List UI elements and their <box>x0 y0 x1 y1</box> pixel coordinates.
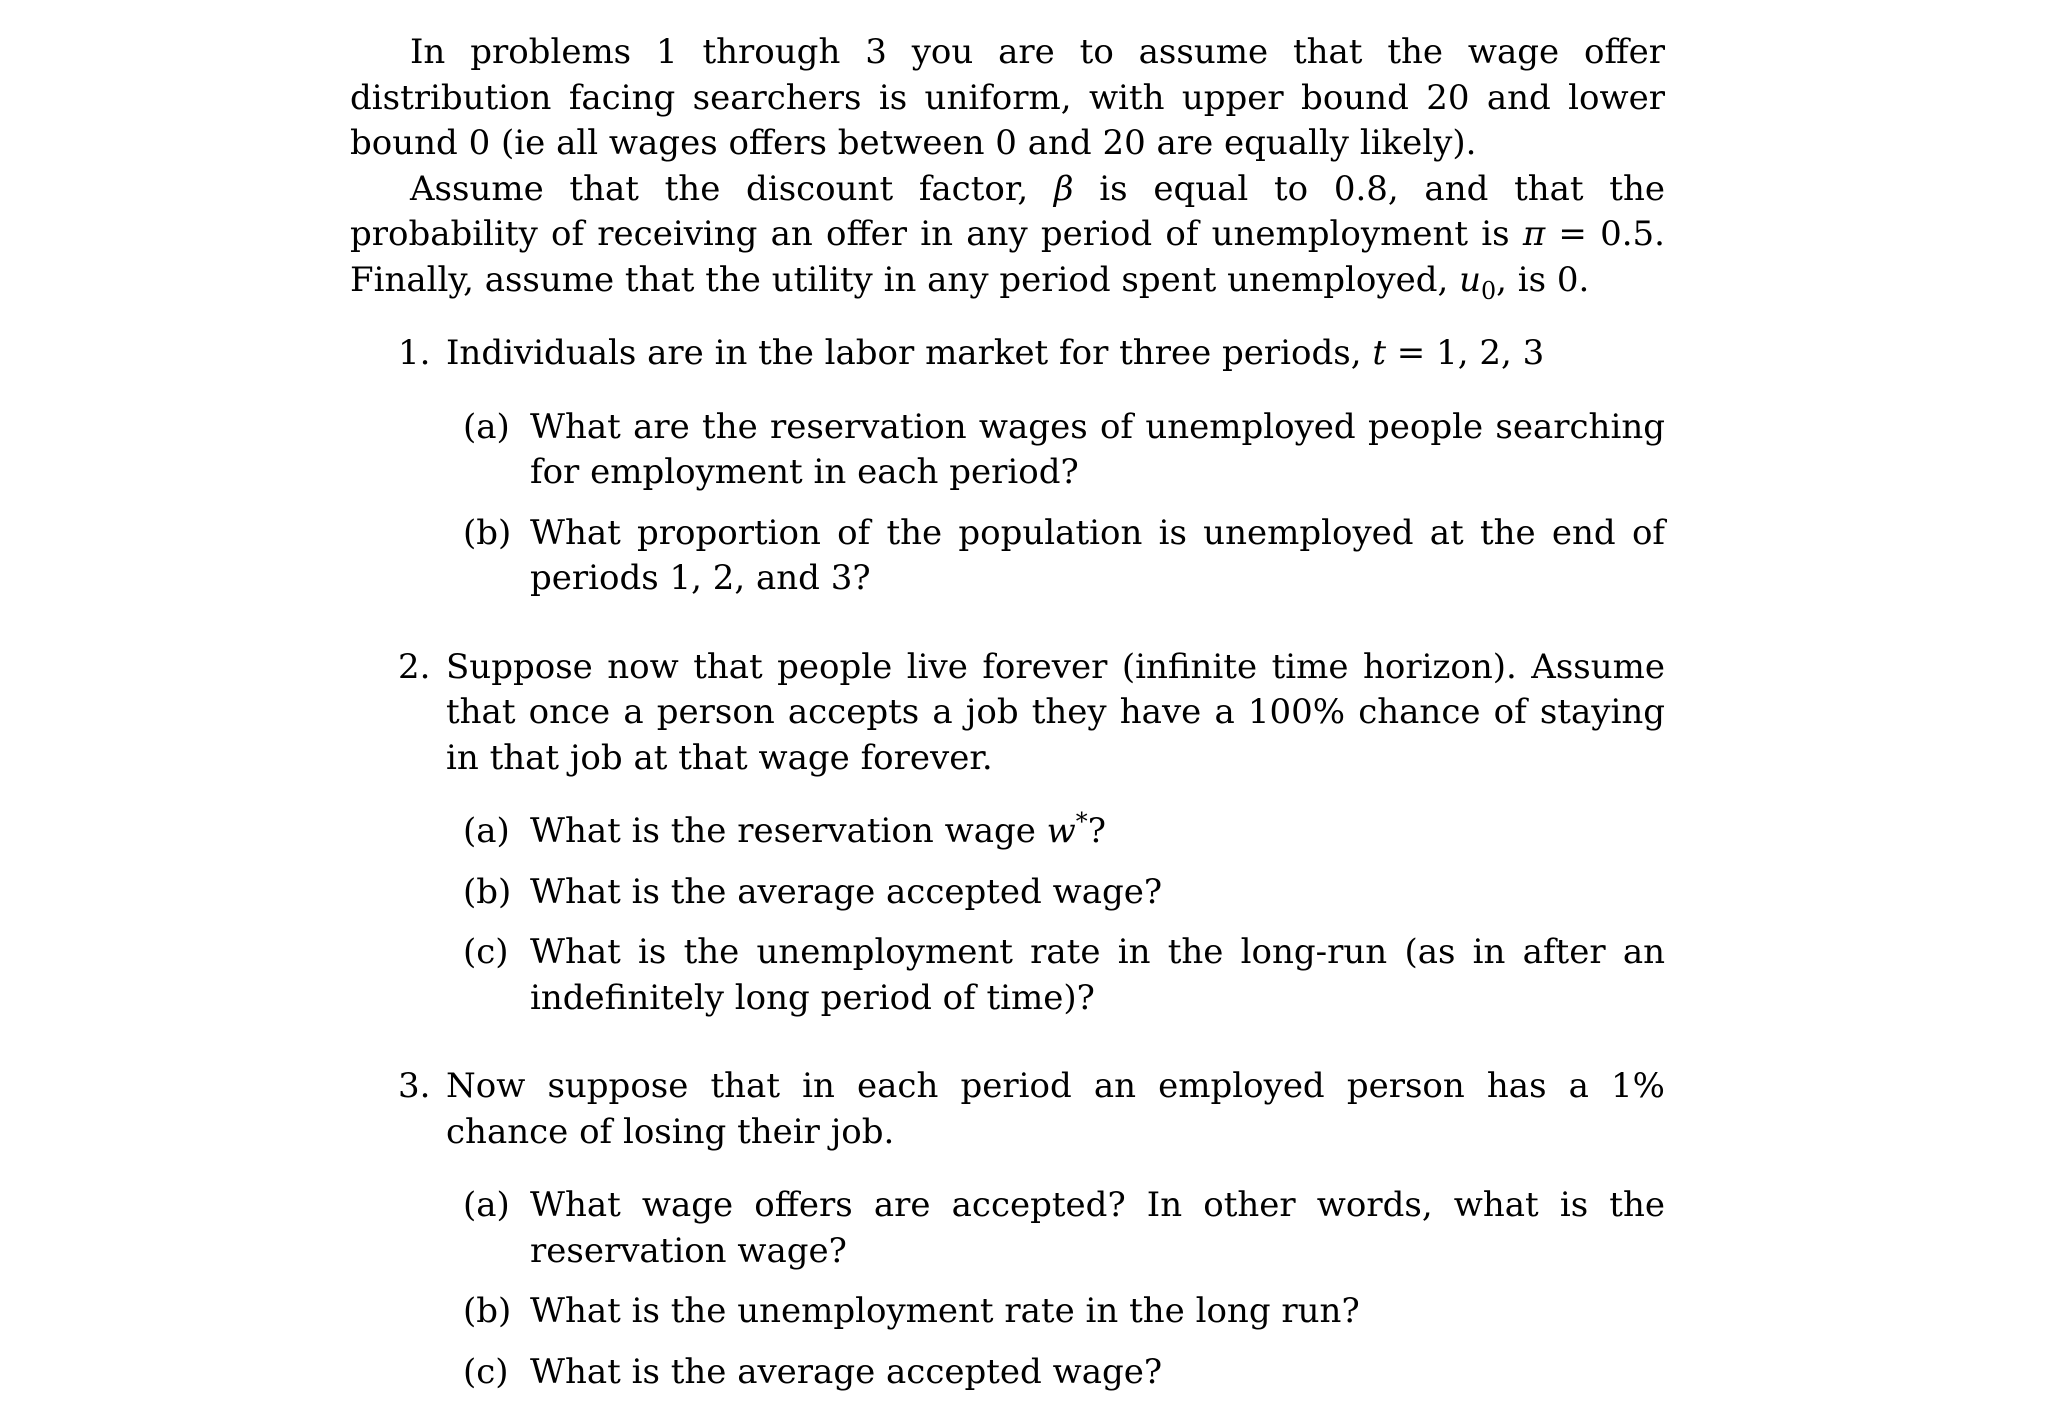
subquestion-label: (c) <box>463 932 509 972</box>
subquestion-label: (b) <box>463 871 512 912</box>
intro-text-segment: is equal to 0.8, and that the probability of receiving an offer in any period of unemployment is <box>350 168 1665 254</box>
problem-text-segment: Individuals are in the labor market for three periods, <box>446 333 1373 373</box>
subquestion-text-segment: What is the reservation wage <box>530 811 1047 851</box>
subquestion <box>463 807 1665 855</box>
subquestion-label: (a) <box>463 1185 510 1225</box>
subquestion-list <box>463 807 1665 1021</box>
subquestion-list <box>463 405 1665 602</box>
subquestion <box>463 1350 1665 1396</box>
intro-text-segment: Assume that the discount factor, <box>410 168 1054 209</box>
problem-3 <box>398 1064 1665 1395</box>
w-superscript: * <box>1075 807 1088 836</box>
u-subscript: 0 <box>1480 276 1497 305</box>
subquestion-label: (b) <box>463 512 512 553</box>
subquestion-text: What is the unemployment rate in the long run? <box>530 1291 1360 1331</box>
intro-text-segment: = 0.5. Finally, assume that the utility in any period spent unemployed, <box>350 214 1665 300</box>
subquestion <box>463 511 1665 602</box>
problem-number: 3. <box>398 1066 431 1106</box>
pi-symbol: π <box>1522 214 1546 254</box>
subquestion-label: (c) <box>463 1351 509 1392</box>
subquestion-text: What is the average accepted wage? <box>530 871 1163 912</box>
subquestion-text-segment: ? <box>1087 811 1106 851</box>
subquestion-text: What is the unemployment rate in the long-run (as in after an indefinitely long period of time)? <box>530 932 1665 1018</box>
intro-paragraph-1: In problems 1 through 3 you are to assume that the wage offer distribution facing searchers is uniform, with upper bound 20 and lower bound 0 (ie all wages offers between 0 and 20 are equally likely). <box>350 32 1665 163</box>
subquestion <box>463 1289 1665 1335</box>
subquestion-text <box>530 807 1106 851</box>
intro-paragraph-2 <box>350 167 1665 304</box>
subquestion-label: (a) <box>463 811 510 851</box>
problem-text: Suppose now that people live forever (infinite time horizon). Assume that once a person accepts a job they have a 100% chance of staying in that job at that wage forever. <box>446 646 1665 778</box>
intro-text-segment: , is 0. <box>1496 259 1590 300</box>
u-symbol: u <box>1459 259 1481 300</box>
subquestion <box>463 930 1665 1021</box>
problem-1 <box>398 331 1665 602</box>
subquestion-label: (b) <box>463 1291 512 1331</box>
subquestion-text: What are the reservation wages of unemployed people searching for employment in each period? <box>530 406 1665 492</box>
problem-2 <box>398 645 1665 1022</box>
subquestion-text: What proportion of the population is unemployed at the end of periods 1, 2, and 3? <box>530 512 1665 598</box>
t-symbol: t <box>1372 333 1386 373</box>
subquestion-text: What is the average accepted wage? <box>530 1351 1163 1392</box>
subquestion <box>463 1183 1665 1274</box>
subquestion-text: What wage offers are accepted? In other words, what is the reservation wage? <box>530 1185 1665 1271</box>
problem-text-segment: = 1, 2, 3 <box>1386 333 1545 373</box>
document-page <box>350 30 1665 1410</box>
beta-symbol: β <box>1053 168 1074 209</box>
problem-number: 1. <box>398 333 431 373</box>
problem-number: 2. <box>398 646 431 687</box>
subquestion-list <box>463 1183 1665 1395</box>
subquestion <box>463 405 1665 496</box>
w-symbol: w <box>1046 811 1076 851</box>
subquestion <box>463 870 1665 916</box>
subquestion-label: (a) <box>463 406 510 447</box>
problem-text: Now suppose that in each period an employed person has a 1% chance of losing their job. <box>446 1066 1665 1152</box>
problem-text <box>446 331 1665 377</box>
